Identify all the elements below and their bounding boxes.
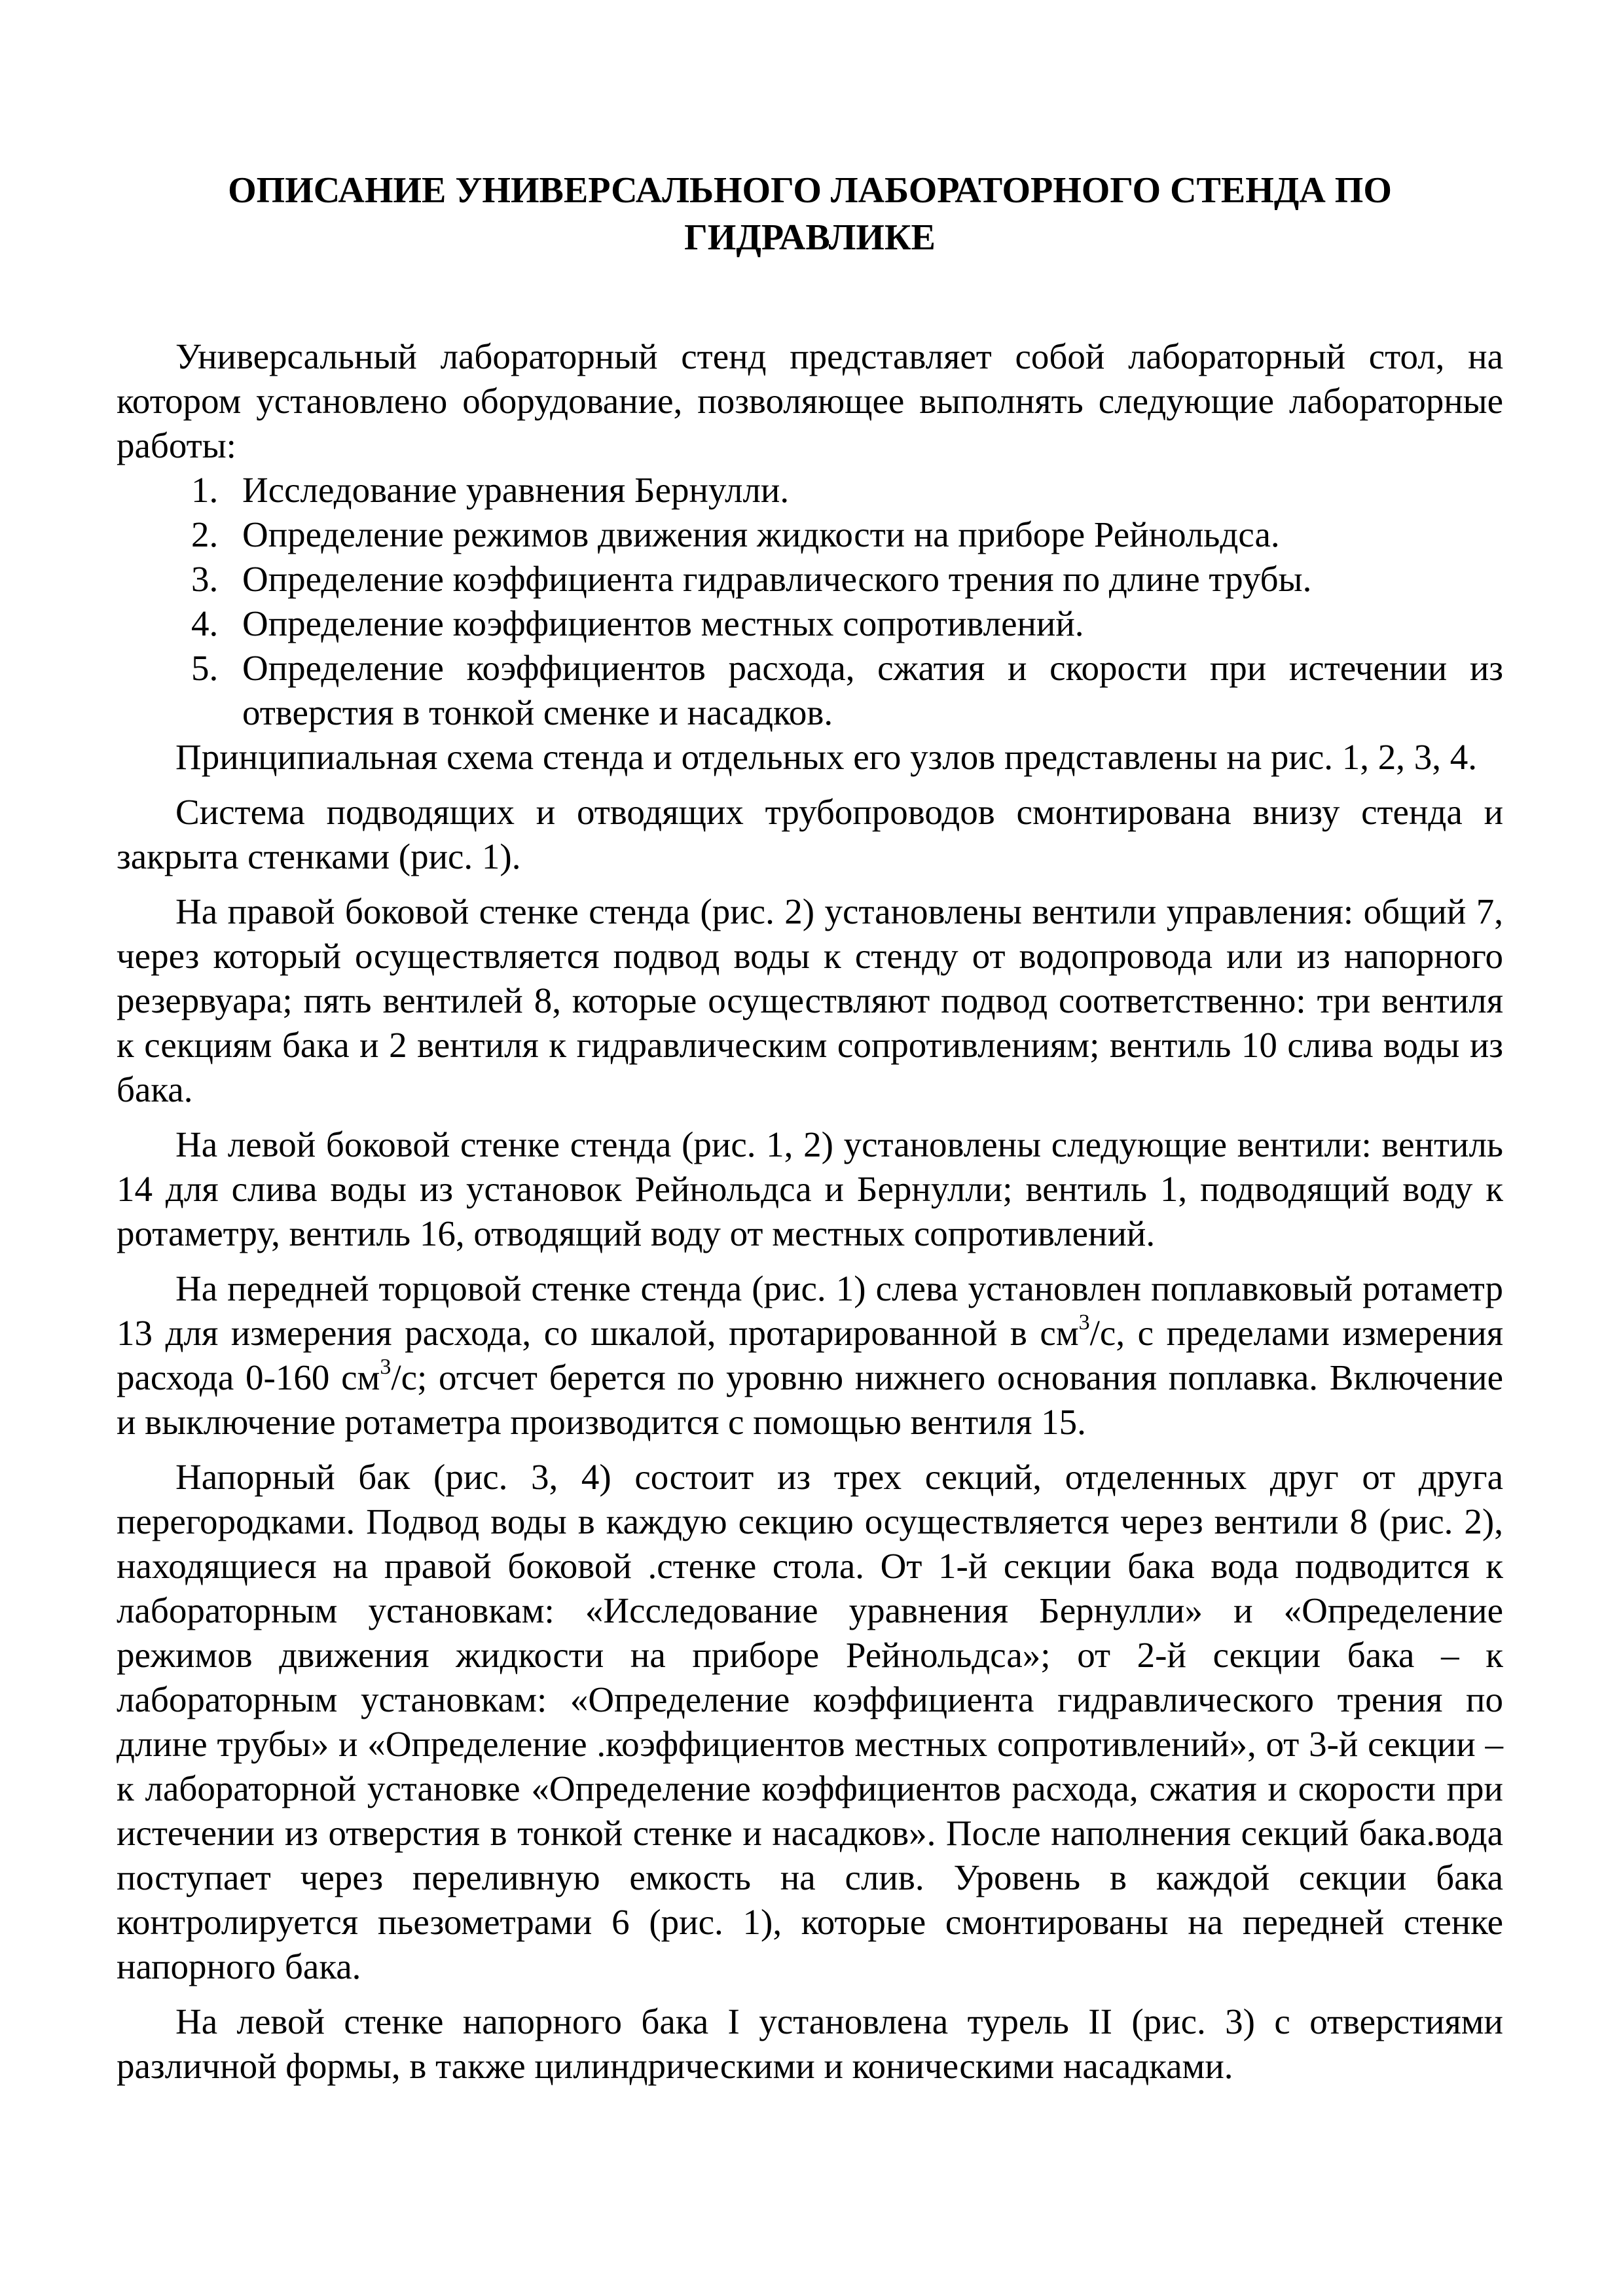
- paragraph-left-wall: На левой боковой стенке стенда (рис. 1, 2) установлены следующие вентили: вентиль 14 для слива воды из установок Рейнольдса и Бернулли; вентиль 1, подводящий воду к ротаметру, вентиль 16, отводящий воду от местных сопротивлений.: [117, 1124, 1503, 1253]
- list-item: 5. Определение коэффициентов расхода, сжатия и скорости при истечении из отверстия в тонкой сменке и насадков.: [191, 648, 1503, 732]
- list-item: 3. Определение коэффициента гидравлического трения по длине трубы.: [191, 559, 1312, 599]
- document-page: [117, 167, 1503, 2089]
- intro-paragraph: Универсальный лабораторный стенд представляет собой лабораторный стол, на котором установлено оборудование, позволяющее выполнять следующие лабораторные работы:: [117, 336, 1503, 465]
- list-item: 4. Определение коэффициентов местных сопротивлений.: [191, 603, 1084, 643]
- list-item: 2. Определение режимов движения жидкости на приборе Рейнольдса.: [191, 514, 1280, 554]
- paragraph-turret: На левой стенке напорного бака I установлена турель II (рис. 3) с отверстиями различной формы, в также цилиндрическими и коническими насадками.: [117, 2001, 1503, 2086]
- paragraph-pressure-tank: Напорный бак (рис. 3, 4) состоит из трех секций, отделенных друг от друга перегородками. Подвод воды в каждую секцию осуществляется через вентили 8 (рис. 2), находящиеся на правой боковой .стенке стола. От 1-й секции бака вода подводится к лабораторным установкам: «Исследование уравнения Бернулли» и «Определение режимов движения жидкости на приборе Рейнольдса»; от 2-й секции бака – к лабораторным установкам: «Определение коэффициента гидравлического трения по длине трубы» и «Определение .коэффициентов местных сопротивлений», от 3-й секции – к лабораторной установке «Определение коэффициентов расхода, сжатия и скорости при истечении из отверстия в тонкой стенке и насадков». После наполнения секций бака.вода поступает через переливную емкость на слив. Уровень в каждой секции бака контролируется пьезометрами 6 (рис. 1), которые смонтированы на передней стенке напорного бака.: [117, 1457, 1503, 1986]
- paragraph-scheme: Принципиальная схема стенда и отдельных его узлов представлены на рис. 1, 2, 3, 4.: [175, 737, 1478, 777]
- works-list: [117, 468, 1503, 735]
- page-title: [117, 167, 1503, 261]
- paragraph-rotameter: На передней торцовой стенке стенда (рис. 1) слева установлен поплавковый ротаметр 13 для измерения расхода, со шкалой, протарированной в $см^3/с$, с пределами измерения расхода 0-160 $см^3/с$; отсчет берется по уровню нижнего основания поплавка. Включение и выключение ротаметра производится с помощью вентиля 15.: [117, 1268, 1504, 1442]
- list-item: 1. Исследование уравнения Бернулли.: [191, 470, 790, 510]
- title-line-2: ГИДРАВЛИКЕ: [684, 217, 936, 258]
- paragraph-right-wall: На правой боковой стенке стенда (рис. 2) установлены вентили управления: общий 7, через который осуществляется подвод воды к стенду от водопровода или из напорного резервуара; пять вентилей 8, которые осуществляют подвод соответственно: три вентиля к секциям бака и 2 вентиля к гидравлическим сопротивлениям; вентиль 10 слива воды из бака.: [117, 891, 1503, 1109]
- title-line-1: ОПИСАНИЕ УНИВЕРСАЛЬНОГО ЛАБОРАТОРНОГО СТЕНДА ПО: [228, 170, 1392, 211]
- paragraph-pipelines: Система подводящих и отводящих трубопроводов смонтирована внизу стенда и закрыта стенками (рис. 1).: [117, 792, 1503, 876]
